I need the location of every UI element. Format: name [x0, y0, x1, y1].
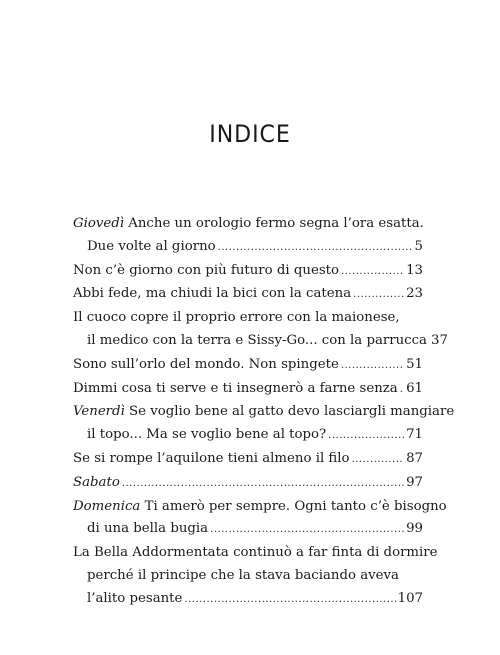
dot-leader [341, 354, 404, 378]
toc-page-number: 5 [414, 238, 423, 254]
toc-page-number: 13 [406, 262, 423, 278]
toc-entry-line [73, 283, 423, 307]
dot-leader [341, 260, 404, 284]
toc-entry-text: Dimmi cosa ti serve e ti insegnerò a farne senza [73, 380, 398, 396]
toc-day-label: Sabato [73, 474, 120, 490]
dot-leader [210, 518, 404, 542]
toc-entry-text: il medico con la terra e Sissy-Go... con la parrucca [87, 332, 427, 348]
toc-entry-line [73, 472, 423, 496]
toc-entry-text: l’alito pesante [87, 590, 183, 606]
toc-entry-line [73, 354, 423, 378]
toc-entry-line [73, 588, 423, 612]
toc-page-number: 97 [406, 474, 423, 490]
toc-page-number: 71 [406, 427, 423, 443]
dot-leader [400, 378, 404, 402]
toc-day-label: Giovedì [73, 216, 125, 231]
toc-page-number: 37 [430, 332, 448, 348]
toc-page-number: 51 [406, 356, 423, 372]
dot-leader [353, 283, 404, 307]
toc-entry-line [73, 378, 423, 402]
table-of-contents [73, 213, 455, 612]
toc-entry-text: Se voglio bene al gatto devo lasciargli mangiare [129, 404, 455, 420]
toc-entry-text: Anche un orologio fermo segna l’ora esatta. [128, 216, 424, 231]
dot-leader [218, 236, 413, 260]
toc-entry-text: Il cuoco copre il proprio errore con la maionese, [73, 310, 400, 326]
toc-entry-line [73, 496, 447, 519]
toc-page-number: 23 [406, 286, 423, 302]
toc-entry-line [73, 260, 423, 284]
toc-page-number: 99 [406, 521, 423, 537]
toc-entry-text: di una bella bugia [87, 521, 209, 537]
toc-entry-line [73, 213, 423, 236]
toc-entry-line [73, 518, 423, 542]
toc-day-label: Venerdì [73, 404, 125, 420]
dot-leader [184, 588, 395, 612]
toc-entry-text: Ti amerò per sempre. Ogni tanto c’è bisogno [144, 498, 447, 514]
toc-entry-text: Se si rompe l’aquilone tieni almeno il filo [73, 450, 350, 466]
toc-entry-line [73, 448, 423, 472]
toc-entry-text: Sono sull’orlo del mondo. Non spingete [73, 356, 339, 372]
toc-entry-line [73, 401, 455, 424]
toc-entry-text: perché il principe che la stava baciando aveva [87, 567, 399, 583]
toc-entry-line [73, 330, 448, 354]
page-title: INDICE [209, 120, 291, 148]
toc-day-label: Domenica [73, 498, 141, 514]
toc-entry-text: La Bella Addormentata continuò a far finta di dormire [73, 545, 438, 561]
dot-leader [352, 448, 405, 472]
toc-entry-text: Non c’è giorno con più futuro di questo [73, 262, 340, 278]
toc-entry-text: il topo... Ma se voglio bene al topo? [87, 427, 327, 443]
toc-entry-text: Abbi fede, ma chiudi la bici con la catena [73, 286, 352, 302]
toc-page-number: 61 [406, 380, 423, 396]
toc-entry-line [73, 236, 423, 260]
toc-entry-line [73, 542, 438, 565]
dot-leader [122, 472, 404, 496]
dot-leader [328, 424, 404, 448]
toc-page-number: 107 [397, 590, 423, 606]
toc-page-number: 87 [406, 450, 423, 466]
toc-entry-line [73, 565, 423, 588]
toc-entry-text: Due volte al giorno [87, 238, 216, 254]
toc-entry-line [73, 424, 423, 448]
toc-entry-line [73, 307, 423, 330]
